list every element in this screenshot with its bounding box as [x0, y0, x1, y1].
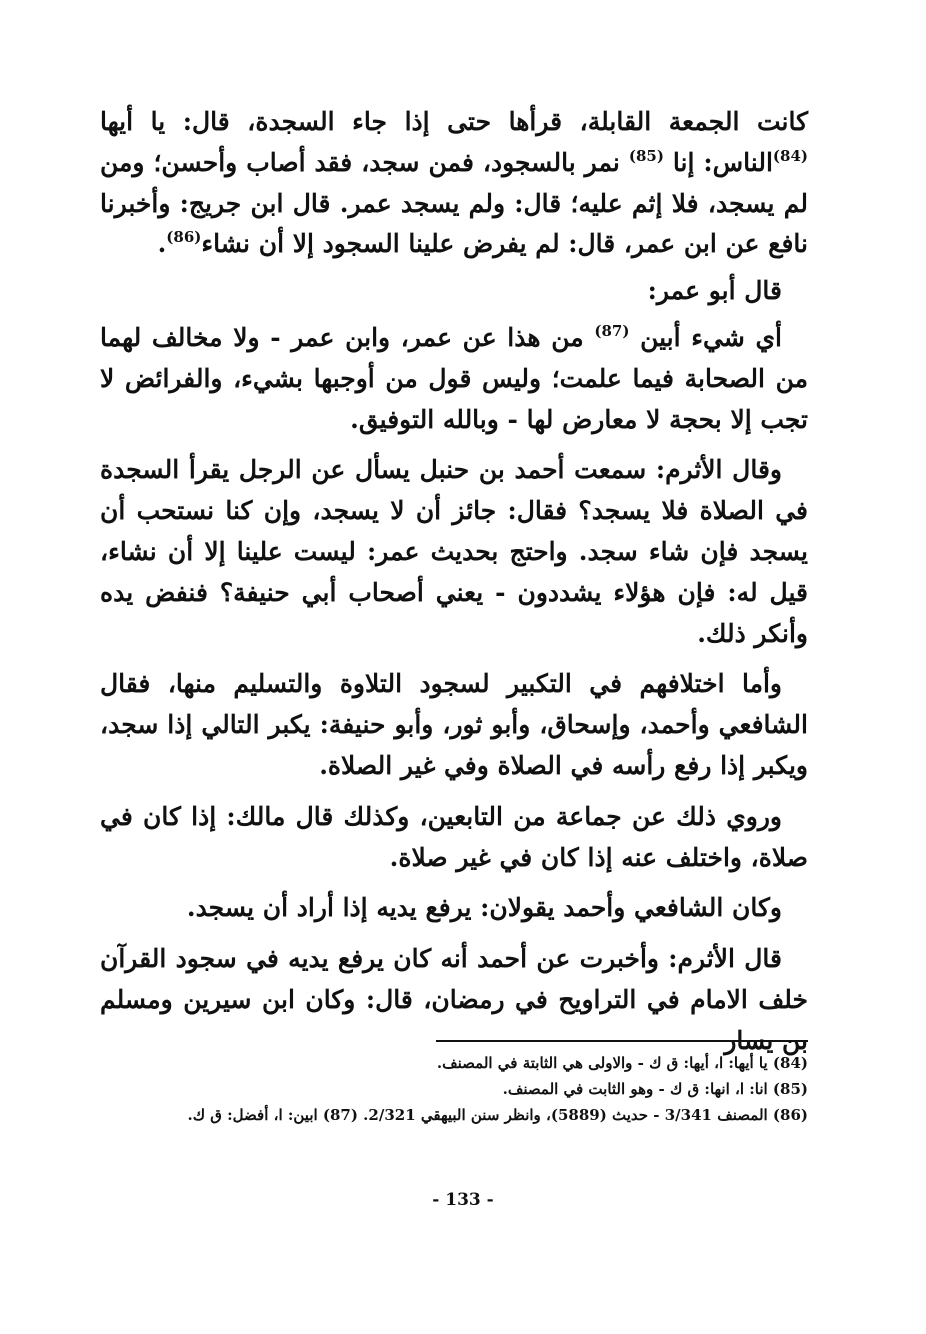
page-number: - 133 - [432, 1190, 494, 1210]
footnote-ref-87[interactable]: (87) [594, 321, 630, 340]
paragraph-5: وروي ذلك عن جماعة من التابعين، وكذلك قال مالك: إذا كان في صلاة، واختلف عنه إذا كان في غير صلاة. [100, 801, 808, 872]
footnote-divider [436, 1040, 808, 1042]
paragraph-7: قال الأثرم: وأخبرت عن أحمد أنه كان يرفع يديه في سجود القرآن خلف الامام في التراويح في رمضان، قال: وكان ابن سيرين ومسلم بن يسار [100, 944, 808, 1055]
paragraph-6: وكان الشافعي وأحمد يقولان: يرفع يديه إذا أراد أن يسجد. [186, 893, 782, 923]
footnote-ref-85[interactable]: (85) [628, 146, 664, 165]
footnote-ref-84[interactable]: (84) [772, 146, 808, 165]
paragraph-3: وقال الأثرم: سمعت أحمد بن حنبل يسأل عن الرجل يقرأ السجدة في الصلاة فلا يسجد؟ فقال: جائز أن لا يسجد، وإن كنا نستحب أن يسجد فإن شاء سجد. واحتج بحديث عمر: ليست علينا إلا أن نشاء، قيل له: فإن هؤلاء يشددون - يعني أصحاب أبي حنيفة؟ فنفض يده وأنكر ذلك. [100, 455, 808, 648]
footnote-ref-86[interactable]: (86) [166, 228, 202, 247]
paragraph-1: كانت الجمعة القابلة، قرأها حتى إذا جاء السجدة، قال: يا أيها $^{(84)}$الناس: إنا $^{(85)}$ نمر بالسجود، فمن سجد، فقد أصاب وأحسن؛ ومن لم يسجد، فلا إثم عليه؛ قال: ولم يسجد عمر. قال ابن جريج: وأخبرنا نافع عن ابن عمر، قال: لم يفرض علينا السجود إلا أن نشاء$^{(86)}$. [100, 107, 808, 259]
paragraph-heading: قال أبو عمر: [647, 276, 782, 306]
footnotes [100, 1050, 808, 1128]
paragraph-4: وأما اختلافهم في التكبير لسجود التلاوة والتسليم منها، فقال الشافعي وأحمد، وإسحاق، وأبو ثور، وأبو حنيفة: يكبر التالي إذا سجد، ويكبر إذا رفع رأسه في الصلاة وفي غير الصلاة. [100, 669, 808, 780]
paragraph-2: أي شيء أبين $^{(87)}$ من هذا عن عمر، وابن عمر - ولا مخالف لهما من الصحابة فيما علمت؛ وليس قول من أوجبها بشيء، والفرائض لا تجب إلا بحجة لا معارض لها - وبالله التوفيق. [100, 321, 808, 434]
footnote-85: (85) انا: ا، انها: ق ك - وهو الثابت في المصنف. [502, 1080, 808, 1098]
main-text [100, 102, 808, 1072]
footnote-86: (86) المصنف 3/341 - حديث (5889)، وانظر سنن البيهقي 2/321. (87) ابين: ا، أفضل: ق ك. [187, 1106, 808, 1124]
footnote-84: (84) يا أيها: ا، أيها: ق ك - والاولى هي الثابتة في المصنف. [436, 1054, 808, 1072]
